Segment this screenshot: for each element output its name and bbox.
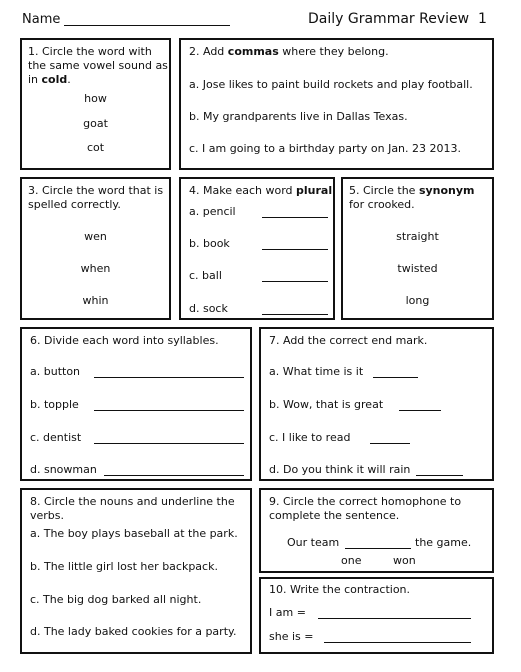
q5-choice-twisted[interactable]: twisted [397,262,438,275]
q10-item-she-is: she is = [269,630,314,643]
question-4-box [179,177,335,320]
q10-answer-line-a[interactable] [318,618,471,619]
q7-answer-line-a[interactable] [373,377,418,378]
q4-item-ball: c. ball [189,269,222,282]
q3-choice-when[interactable]: when [80,262,111,275]
question-7-prompt: 7. Add the correct end mark. [269,334,428,347]
q1-choice-cot[interactable]: cot [86,141,105,154]
q4-item-book: b. book [189,237,230,250]
question-6-prompt: 6. Divide each word into syllables. [30,334,219,347]
q5-choice-straight[interactable]: straight [396,230,439,243]
q6-item-dentist: c. dentist [30,431,82,444]
q7-item-c: c. I like to read [269,431,351,444]
q4-answer-line-b[interactable] [262,249,328,250]
q7-item-d: d. Do you think it will rain [269,463,411,476]
question-8-box [20,488,252,654]
q9-sentence-end: the game. [415,536,472,549]
question-8-prompt: 8. Circle the nouns and underline the verbs. [30,495,235,522]
question-2-box [179,38,494,170]
q10-item-i-am: I am = [269,606,306,619]
question-2-prompt: 2. Add commas where they belong. [189,45,389,58]
q9-choice-won[interactable]: won [393,554,416,567]
question-4-prompt: 4. Make each word plural. [189,184,336,197]
q3-choice-whin[interactable]: whin [82,294,109,307]
question-5-box [341,177,494,320]
name-field[interactable] [64,25,230,26]
q1-choice-how[interactable]: how [84,92,107,105]
q4-item-sock: d. sock [189,302,228,315]
question-9-prompt: 9. Circle the correct homophone to complete the sentence. [269,495,462,522]
q4-answer-line-a[interactable] [262,217,328,218]
question-7-box [259,327,494,481]
q6-item-snowman: d. snowman [30,463,97,476]
q4-answer-line-c[interactable] [262,281,328,282]
worksheet-number: 1 [477,11,487,27]
q6-answer-line-c[interactable] [94,443,244,444]
question-3-box [20,177,171,320]
q2-item-c: c. I am going to a birthday party on Jan. 23 2013. [189,142,462,155]
q6-answer-line-d[interactable] [104,475,244,476]
q9-answer-blank[interactable] [345,548,411,549]
question-3-prompt: 3. Circle the word that is spelled correctly. [28,184,164,211]
q6-answer-line-b[interactable] [94,410,244,411]
q6-item-topple: b. topple [30,398,79,411]
name-label: Name [22,12,61,27]
q10-answer-line-b[interactable] [324,642,471,643]
question-1-prompt: 1. Circle the word with the same vowel sound as in cold. [28,45,168,86]
q7-item-b: b. Wow, that is great [269,398,384,411]
worksheet-title [308,10,487,28]
q1-choice-goat[interactable]: goat [83,117,108,130]
q8-item-c: c. The big dog barked all night. [30,593,202,606]
q8-item-a: a. The boy plays baseball at the park. [30,527,238,540]
q8-item-b: b. The little girl lost her backpack. [30,560,218,573]
worksheet-title-text: Daily Grammar Review [308,11,470,27]
q3-choice-wen[interactable]: wen [84,230,107,243]
q7-answer-line-c[interactable] [370,443,410,444]
q4-answer-line-d[interactable] [262,314,328,315]
q2-item-b: b. My grandparents live in Dallas Texas. [189,110,408,123]
q7-answer-line-d[interactable] [416,475,463,476]
q9-sentence-start: Our team [287,536,340,549]
q4-item-pencil: a. pencil [189,205,236,218]
q6-item-button: a. button [30,365,81,378]
question-10-prompt: 10. Write the contraction. [269,583,411,596]
q9-choice-one[interactable]: one [341,554,362,567]
q2-item-a: a. Jose likes to paint build rockets and play football. [189,78,473,91]
question-6-box [20,327,252,481]
q7-answer-line-b[interactable] [399,410,441,411]
q7-item-a: a. What time is it [269,365,364,378]
question-5-prompt: 5. Circle the synonym for crooked. [349,184,475,211]
q8-item-d: d. The lady baked cookies for a party. [30,625,237,638]
question-1-box [20,38,171,170]
question-9-box [259,488,494,573]
q5-choice-long[interactable]: long [405,294,430,307]
question-10-box [259,577,494,654]
q6-answer-line-a[interactable] [94,377,244,378]
